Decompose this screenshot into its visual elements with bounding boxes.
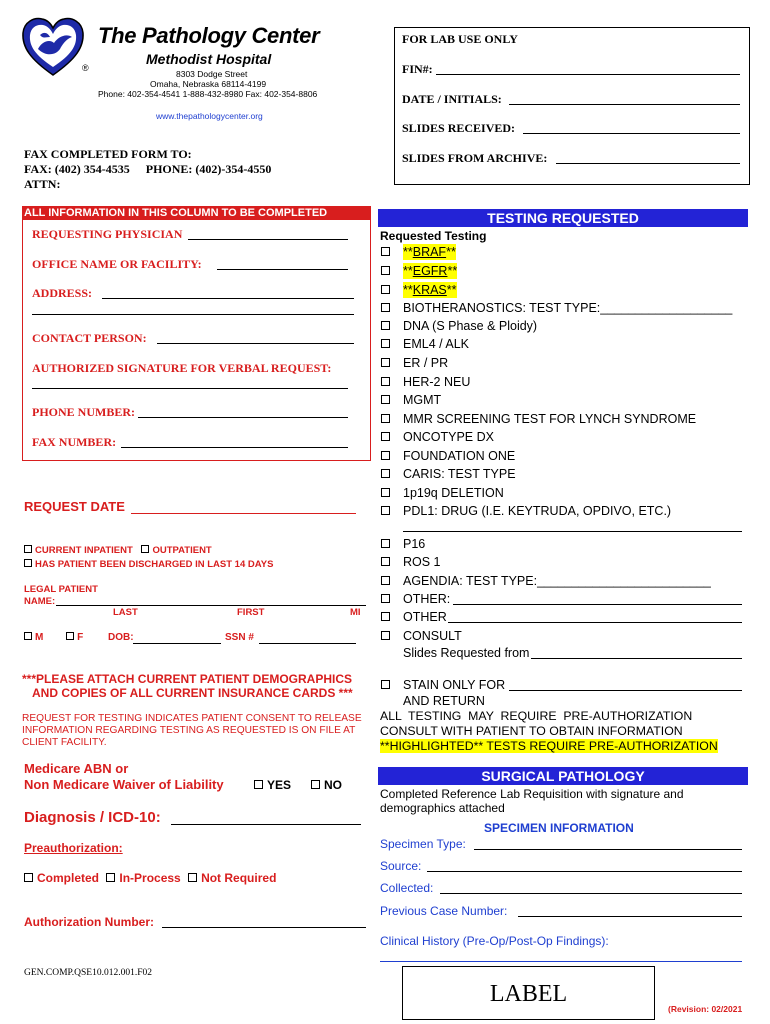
legal-name-field[interactable]: [56, 605, 366, 606]
attn-line: ATTN:: [24, 177, 61, 191]
braf-label: [403, 244, 456, 260]
consent-line-3: CLIENT FACILITY.: [22, 737, 107, 748]
consent-line-2: INFORMATION REGARDING TESTING AS REQUESTED IS ON FILE AT: [22, 725, 356, 736]
preauth-note-1: ALL TESTING MAY REQUIRE PRE-AUTHORIZATION: [380, 709, 693, 723]
ssn-label: SSN #: [225, 632, 254, 643]
dna-label: DNA (S Phase & Ploidy): [403, 319, 538, 333]
last-name-caption: LAST: [113, 607, 138, 618]
agendia-checkbox[interactable]: [381, 576, 390, 585]
consult-checkbox[interactable]: [381, 631, 390, 640]
preauth-not-required-checkbox[interactable]: [188, 873, 197, 882]
office-field[interactable]: [217, 269, 348, 270]
oncotype-checkbox[interactable]: [381, 432, 390, 441]
label-text: LABEL: [489, 981, 568, 1007]
current-inpatient-checkbox[interactable]: [24, 545, 32, 553]
phone-number: PHONE: (402)-354-4550: [145, 162, 272, 176]
p16-checkbox[interactable]: [381, 539, 390, 548]
previous-case-field[interactable]: [518, 916, 742, 917]
center-title: The Pathology Center: [98, 23, 320, 48]
eml4-alk-label: EML4 / ALK: [403, 337, 470, 351]
ssn-field[interactable]: [259, 643, 356, 644]
auth-number-field[interactable]: [162, 927, 366, 928]
slides-requested-field[interactable]: [531, 658, 742, 659]
kras-checkbox[interactable]: [381, 285, 390, 294]
consent-line-1: REQUEST FOR TESTING INDICATES PATIENT CONSENT TO RELEASE: [22, 713, 362, 724]
diagnosis-field[interactable]: [171, 824, 361, 825]
mgmt-checkbox[interactable]: [381, 395, 390, 404]
fax-number: FAX: (402) 354-4535: [24, 162, 130, 176]
medicare-yes-label: YES: [267, 778, 292, 792]
dob-label: DOB:: [108, 632, 134, 643]
discharged-checkbox[interactable]: [24, 559, 32, 567]
collected-field[interactable]: [440, 893, 742, 894]
pdl1-field[interactable]: [403, 531, 742, 532]
discharged-label: HAS PATIENT BEEN DISCHARGED IN LAST 14 DAYS: [35, 559, 274, 570]
female-checkbox[interactable]: [66, 632, 74, 640]
fax-number-label: FAX NUMBER:: [32, 435, 117, 449]
legal-name-label-2: NAME:: [24, 596, 56, 607]
other-2-field[interactable]: [448, 622, 742, 623]
first-name-caption: FIRST: [237, 607, 265, 618]
fin-label: FIN#:: [402, 62, 433, 76]
surgical-note-2: demographics attached: [380, 801, 505, 815]
clinical-history-field[interactable]: [380, 961, 742, 962]
highlighted-note: **HIGHLIGHTED** TESTS REQUIRE PRE-AUTHORIZATION: [380, 739, 718, 753]
egfr-post: **: [447, 264, 458, 278]
clinical-history-label: Clinical History (Pre-Op/Post-Op Findings):: [380, 934, 609, 948]
website-link[interactable]: www.thepathologycenter.org: [156, 111, 263, 121]
revision-note: (Revision: 02/2021: [668, 1004, 743, 1014]
er-pr-label: ER / PR: [403, 356, 449, 370]
fax-instructions: [24, 147, 271, 192]
office-label: OFFICE NAME OR FACILITY:: [32, 257, 202, 271]
auth-signature-field[interactable]: [32, 388, 348, 389]
kras-pre: **: [403, 283, 413, 297]
collected-label: Collected:: [380, 881, 434, 895]
kras-label: [403, 282, 457, 298]
other-1-label: OTHER:: [403, 592, 451, 606]
medicare-no-option: [311, 778, 342, 792]
preauth-in-process-checkbox[interactable]: [106, 873, 115, 882]
middle-initial-caption: MI: [350, 607, 361, 618]
medicare-yes-checkbox[interactable]: [254, 780, 263, 789]
registered-mark: ®: [82, 63, 89, 73]
preauth-completed-label: Completed: [37, 871, 100, 885]
male-label: M: [35, 632, 44, 643]
braf-pre: **: [403, 245, 413, 259]
egfr-checkbox[interactable]: [381, 266, 390, 275]
previous-case-label: Previous Case Number:: [380, 904, 508, 918]
egfr-name: EGFR: [412, 264, 448, 278]
preauth-not-required-label: Not Required: [201, 871, 277, 885]
dna-checkbox[interactable]: [381, 321, 390, 330]
other-2-checkbox[interactable]: [381, 612, 390, 621]
phone-number-field[interactable]: [138, 417, 348, 418]
1p19q-checkbox[interactable]: [381, 488, 390, 497]
specimen-info-heading: SPECIMEN INFORMATION: [484, 821, 634, 835]
address-label: ADDRESS:: [32, 286, 93, 300]
preauth-note-2: CONSULT WITH PATIENT TO OBTAIN INFORMATION: [380, 724, 683, 738]
stain-only-field[interactable]: [509, 690, 742, 691]
slides-archive-label: SLIDES FROM ARCHIVE:: [402, 151, 548, 165]
and-return-label: AND RETURN: [403, 694, 485, 708]
mgmt-label: MGMT: [403, 393, 442, 407]
slides-received-label: SLIDES RECEIVED:: [402, 121, 516, 135]
foundation-one-label: FOUNDATION ONE: [403, 449, 516, 463]
agendia-label: AGENDIA: TEST TYPE:_________________________: [403, 574, 711, 588]
attach-demographics-line-1: ***PLEASE ATTACH CURRENT PATIENT DEMOGRAPHICS: [22, 672, 353, 686]
er-pr-checkbox[interactable]: [381, 358, 390, 367]
source-label: Source:: [380, 859, 422, 873]
specimen-type-field[interactable]: [474, 849, 742, 850]
fax-line-1: FAX COMPLETED FORM TO:: [24, 147, 192, 161]
medicare-no-label: NO: [324, 778, 342, 792]
kras-post: **: [446, 283, 457, 297]
complete-column-banner: ALL INFORMATION IN THIS COLUMN TO BE COMPLETED: [22, 206, 371, 220]
kras-name: KRAS: [412, 283, 447, 297]
biotheranostics-checkbox[interactable]: [381, 303, 390, 312]
medicare-label-2: Non Medicare Waiver of Liability: [24, 777, 224, 792]
auth-signature-label: AUTHORIZED SIGNATURE FOR VERBAL REQUEST:: [32, 361, 332, 375]
request-date-field[interactable]: [131, 513, 356, 514]
address-field-2[interactable]: [32, 314, 354, 315]
fax-line-2: [24, 162, 271, 177]
slides-archive-field[interactable]: [556, 163, 740, 164]
pdl1-checkbox[interactable]: [381, 506, 390, 515]
mmr-checkbox[interactable]: [381, 414, 390, 423]
preauth-options: [24, 871, 276, 885]
specimen-type-label: Specimen Type:: [380, 837, 466, 851]
consult-label: CONSULT: [403, 629, 462, 643]
contact-person-label: CONTACT PERSON:: [32, 331, 147, 345]
heart-dove-logo: [20, 15, 86, 79]
consent-text: [22, 713, 374, 749]
street-address: 8303 Dodge Street: [176, 69, 248, 79]
contact-person-field[interactable]: [157, 343, 354, 344]
surgical-note: [380, 787, 684, 815]
braf-post: **: [446, 245, 456, 259]
mmr-label: MMR SCREENING TEST FOR LYNCH SYNDROME: [403, 412, 697, 426]
slides-received-field[interactable]: [523, 133, 740, 134]
medicare-label-1: Medicare ABN or: [24, 761, 129, 776]
her2-checkbox[interactable]: [381, 377, 390, 386]
medicare-no-checkbox[interactable]: [311, 780, 320, 789]
label-box: [402, 966, 655, 1020]
source-field[interactable]: [427, 871, 742, 872]
egfr-pre: **: [403, 264, 413, 278]
form-code: GEN.COMP.QSE10.012.001.F02: [24, 968, 153, 978]
egfr-label: [403, 263, 457, 279]
fin-field[interactable]: [436, 74, 740, 75]
female-label: F: [77, 632, 84, 643]
outpatient-checkbox[interactable]: [141, 545, 149, 553]
sex-dob-ssn-row: [24, 632, 83, 643]
date-initials-label: DATE / INITIALS:: [402, 92, 502, 106]
outpatient-label: OUTPATIENT: [152, 545, 212, 556]
other-2-label: OTHER: [403, 610, 447, 624]
p16-label: P16: [403, 537, 426, 551]
preauth-completed-checkbox[interactable]: [24, 873, 33, 882]
stain-only-checkbox[interactable]: [381, 680, 390, 689]
address-field-1[interactable]: [102, 298, 354, 299]
preauth-in-process-label: In-Process: [119, 871, 181, 885]
caris-label: CARIS: TEST TYPE: [403, 467, 516, 481]
biotheranostics-label: BIOTHERANOSTICS: TEST TYPE:___________________: [403, 301, 733, 315]
slides-requested-label: Slides Requested from: [403, 646, 530, 660]
phone-numbers: Phone: 402-354-4541 1-888-432-8980 Fax: 402-354-8806: [98, 89, 318, 99]
ros1-checkbox[interactable]: [381, 557, 390, 566]
oncotype-label: ONCOTYPE DX: [403, 430, 494, 444]
requested-testing-label: Requested Testing: [380, 229, 487, 243]
her2-label: HER-2 NEU: [403, 375, 471, 389]
testing-requested-banner: TESTING REQUESTED: [378, 209, 748, 227]
braf-name: BRAF: [412, 245, 447, 259]
braf-checkbox[interactable]: [381, 247, 390, 256]
fax-number-field[interactable]: [121, 447, 348, 448]
medicare-yes-option: [254, 778, 291, 792]
other-1-field[interactable]: [453, 604, 742, 605]
lab-use-title: FOR LAB USE ONLY: [402, 32, 518, 46]
request-date-label: REQUEST DATE: [24, 499, 125, 514]
preauth-label: Preauthorization:: [24, 841, 123, 855]
requesting-physician-label: REQUESTING PHYSICIAN: [32, 227, 183, 241]
dob-field[interactable]: [133, 643, 221, 644]
surgical-note-1: Completed Reference Lab Requisition with signature and: [380, 787, 684, 801]
city-address: Omaha, Nebraska 68114-4199: [150, 79, 267, 89]
other-1-checkbox[interactable]: [381, 594, 390, 603]
discharged-row: [24, 559, 273, 570]
patient-status-row: [24, 545, 212, 556]
surgical-pathology-banner: SURGICAL PATHOLOGY: [378, 767, 748, 785]
diagnosis-label: Diagnosis / ICD-10:: [24, 809, 161, 826]
attach-demographics-line-2: AND COPIES OF ALL CURRENT INSURANCE CARDS ***: [32, 686, 353, 700]
ros1-label: ROS 1: [403, 555, 441, 569]
male-checkbox[interactable]: [24, 632, 32, 640]
caris-checkbox[interactable]: [381, 469, 390, 478]
legal-name-label-1: LEGAL PATIENT: [24, 584, 98, 595]
date-initials-field[interactable]: [509, 104, 740, 105]
hospital-name: Methodist Hospital: [146, 51, 272, 67]
current-inpatient-label: CURRENT INPATIENT: [35, 545, 133, 556]
pdl1-label: PDL1: DRUG (I.E. KEYTRUDA, OPDIVO, ETC.): [403, 504, 672, 518]
stain-only-label: STAIN ONLY FOR: [403, 678, 506, 692]
requesting-physician-field[interactable]: [188, 239, 348, 240]
eml4-alk-checkbox[interactable]: [381, 339, 390, 348]
phone-number-label: PHONE NUMBER:: [32, 405, 135, 419]
auth-number-label: Authorization Number:: [24, 915, 154, 929]
1p19q-label: 1p19q DELETION: [403, 486, 504, 500]
foundation-one-checkbox[interactable]: [381, 451, 390, 460]
